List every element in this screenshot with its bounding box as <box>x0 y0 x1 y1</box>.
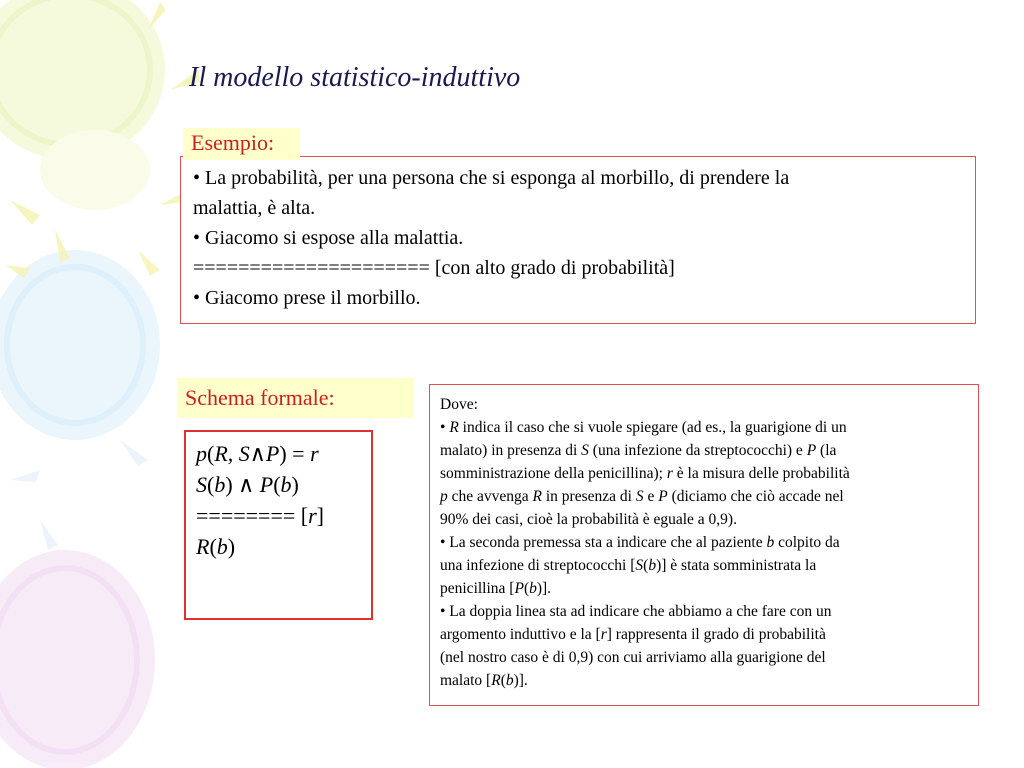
explanation-line: malato [R(b)]. <box>440 672 528 689</box>
formula-line-1: p(R, S∧P) = r <box>196 441 319 466</box>
example-box <box>180 156 976 324</box>
explanation-line: • La seconda premessa sta a indicare che al paziente b colpito da <box>440 534 840 551</box>
schema-label: Schema formale: <box>177 378 414 418</box>
explanation-line: argomento induttivo e la [r] rappresenta il grado di probabilità <box>440 626 826 643</box>
example-line: ===================== [con alto grado di probabilità] <box>193 257 675 279</box>
example-line: • Giacomo prese il morbillo. <box>193 287 421 309</box>
formula-line-4: R(b) <box>196 534 236 559</box>
example-line: • Giacomo si espose alla malattia. <box>193 227 464 249</box>
example-line: malattia, è alta. <box>193 197 316 219</box>
explanation-line: una infezione di streptococchi [S(b)] è stata somministrata la <box>440 557 817 574</box>
explanation-box <box>429 384 979 706</box>
slide-title: Il modello statistico-induttivo <box>189 62 521 93</box>
explanation-line: • La doppia linea sta ad indicare che abbiamo a che fare con un <box>440 603 832 620</box>
explanation-line: penicillina [P(b)]. <box>440 580 552 597</box>
example-label: Esempio: <box>183 128 300 160</box>
explanation-line: 90% dei casi, cioè la probabilità è eguale a 0,9). <box>440 511 737 528</box>
explanation-line: malato) in presenza di S (una infezione da streptococchi) e P (la <box>440 442 837 459</box>
explanation-line: somministrazione della penicillina); r è la misura delle probabilità <box>440 465 850 482</box>
explanation-line: • R indica il caso che si vuole spiegare (ad es., la guarigione di un <box>440 419 847 436</box>
formula-box <box>184 430 373 620</box>
explanation-heading: Dove: <box>440 396 478 413</box>
explanation-line: p che avvenga R in presenza di S e P (diciamo che ciò accade nel <box>440 488 844 505</box>
formula-line-3: ======== [r] <box>196 503 324 528</box>
example-line: • La probabilità, per una persona che si esponga al morbillo, di prendere la <box>193 167 790 189</box>
formula-line-2: S(b) ∧ P(b) <box>196 472 299 497</box>
explanation-line: (nel nostro caso è di 0,9) con cui arriviamo alla guarigione del <box>440 649 826 666</box>
